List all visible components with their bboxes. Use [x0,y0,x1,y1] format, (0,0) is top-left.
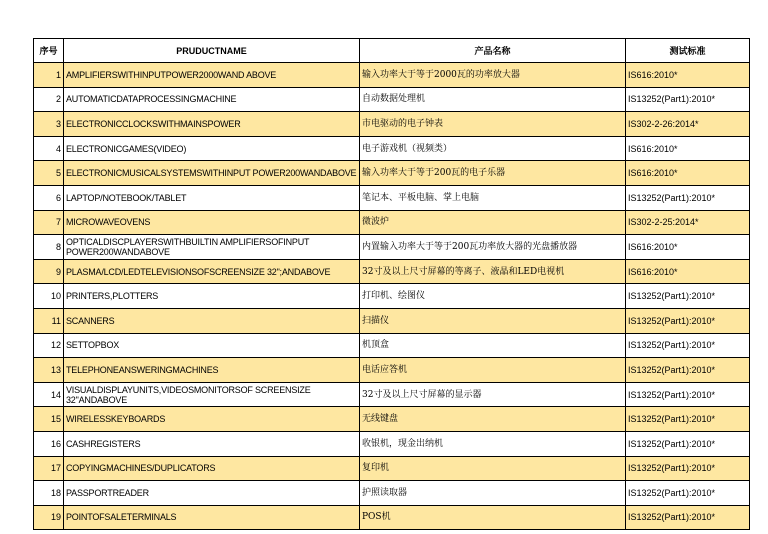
row-serial-number: 16 [34,431,64,456]
row-product-name-cn: 无线键盘 [360,407,626,432]
table-row [34,456,750,481]
table-row [34,87,750,112]
row-product-name: ELECTRONICGAMES(VIDEO) [64,136,360,161]
row-product-name-cn: 微波炉 [360,210,626,235]
row-product-name: PASSPORTREADER [64,481,360,506]
row-product-name-cn: 市电驱动的电子钟表 [360,112,626,137]
row-test-standard: IS616:2010* [626,136,750,161]
row-product-name-cn: 内置输入功率大于等于200瓦功率放大器的光盘播放器 [360,235,626,260]
row-serial-number: 5 [34,161,64,186]
row-test-standard: IS13252(Part1):2010* [626,481,750,506]
row-product-name-cn: 32寸及以上尺寸屏幕的显示器 [360,382,626,407]
row-test-standard: IS13252(Part1):2010* [626,308,750,333]
table-row [34,333,750,358]
row-product-name: POINTOFSALETERMINALS [64,505,360,530]
row-serial-number: 11 [34,308,64,333]
row-product-name: VISUALDISPLAYUNITS,VIDEOSMONITORSOF SCREENSIZE 32"ANDABOVE [64,382,360,407]
table-header-row [34,39,750,63]
row-product-name-cn: 护照读取器 [360,481,626,506]
row-product-name: PLASMA/LCD/LEDTELEVISIONSOFSCREENSIZE 32";ANDABOVE [64,259,360,284]
row-serial-number: 14 [34,382,64,407]
row-product-name-cn: 笔记本、平板电脑、掌上电脑 [360,185,626,210]
table-row [34,136,750,161]
row-product-name: SETTOPBOX [64,333,360,358]
row-test-standard: IS616:2010* [626,161,750,186]
row-serial-number: 7 [34,210,64,235]
row-product-name: LAPTOP/NOTEBOOK/TABLET [64,185,360,210]
row-test-standard: IS302-2-25:2014* [626,210,750,235]
row-test-standard: IS616:2010* [626,259,750,284]
row-product-name-cn: 输入功率大于等于2000瓦的功率放大器 [360,63,626,88]
row-product-name-cn: POS机 [360,505,626,530]
row-serial-number: 15 [34,407,64,432]
row-test-standard: IS302-2-26:2014* [626,112,750,137]
row-product-name: PRINTERS,PLOTTERS [64,284,360,309]
row-serial-number: 10 [34,284,64,309]
row-serial-number: 18 [34,481,64,506]
table-body [34,63,750,530]
row-product-name: COPYINGMACHINES/DUPLICATORS [64,456,360,481]
row-serial-number: 8 [34,235,64,260]
row-product-name-cn: 收银机，现金出纳机 [360,431,626,456]
product-test-standard-table [33,38,750,530]
row-product-name-cn: 32寸及以上尺寸屏幕的等离子、液晶和LED电视机 [360,259,626,284]
table-row [34,358,750,383]
row-product-name: MICROWAVEOVENS [64,210,360,235]
row-test-standard: IS13252(Part1):2010* [626,431,750,456]
row-test-standard: IS13252(Part1):2010* [626,456,750,481]
row-serial-number: 12 [34,333,64,358]
row-product-name-cn: 电子游戏机（视频类） [360,136,626,161]
row-product-name-cn: 打印机、绘图仪 [360,284,626,309]
header-test-standard: 测试标准 [626,39,750,63]
table-row [34,431,750,456]
row-product-name: ELECTRONICMUSICALSYSTEMSWITHINPUT POWER200WANDABOVE [64,161,360,186]
row-product-name: AUTOMATICDATAPROCESSINGMACHINE [64,87,360,112]
row-test-standard: IS13252(Part1):2010* [626,358,750,383]
row-test-standard: IS616:2010* [626,63,750,88]
row-test-standard: IS13252(Part1):2010* [626,185,750,210]
row-product-name: WIRELESSKEYBOARDS [64,407,360,432]
row-test-standard: IS616:2010* [626,235,750,260]
row-product-name-cn: 输入功率大于等于200瓦的电子乐器 [360,161,626,186]
row-product-name: TELEPHONEANSWERINGMACHINES [64,358,360,383]
table-row [34,259,750,284]
row-product-name: ELECTRONICCLOCKSWITHMAINSPOWER [64,112,360,137]
table-row [34,308,750,333]
table-row [34,407,750,432]
row-serial-number: 9 [34,259,64,284]
table-row [34,284,750,309]
table-row [34,63,750,88]
table-row [34,382,750,407]
table-row [34,185,750,210]
row-serial-number: 19 [34,505,64,530]
table-row [34,210,750,235]
row-test-standard: IS13252(Part1):2010* [626,382,750,407]
row-product-name: SCANNERS [64,308,360,333]
row-product-name: OPTICALDISCPLAYERSWITHBUILTIN AMPLIFIERSOFINPUT POWER200WANDABOVE [64,235,360,260]
table-row [34,112,750,137]
row-product-name: AMPLIFIERSWITHINPUTPOWER2000WAND ABOVE [64,63,360,88]
row-serial-number: 3 [34,112,64,137]
row-product-name: CASHREGISTERS [64,431,360,456]
table-row [34,481,750,506]
table-row [34,505,750,530]
row-serial-number: 1 [34,63,64,88]
row-product-name-cn: 电话应答机 [360,358,626,383]
row-test-standard: IS13252(Part1):2010* [626,284,750,309]
row-serial-number: 13 [34,358,64,383]
header-product-name: PRUDUCTNAME [64,39,360,63]
row-serial-number: 4 [34,136,64,161]
row-product-name-cn: 机顶盒 [360,333,626,358]
row-test-standard: IS13252(Part1):2010* [626,407,750,432]
row-serial-number: 2 [34,87,64,112]
row-product-name-cn: 自动数据处理机 [360,87,626,112]
header-product-name-cn: 产品名称 [360,39,626,63]
table-row [34,161,750,186]
row-serial-number: 17 [34,456,64,481]
row-test-standard: IS13252(Part1):2010* [626,333,750,358]
row-test-standard: IS13252(Part1):2010* [626,505,750,530]
row-product-name-cn: 扫描仪 [360,308,626,333]
row-serial-number: 6 [34,185,64,210]
row-product-name-cn: 复印机 [360,456,626,481]
row-test-standard: IS13252(Part1):2010* [626,87,750,112]
table-row [34,235,750,260]
header-serial-number: 序号 [34,39,64,63]
